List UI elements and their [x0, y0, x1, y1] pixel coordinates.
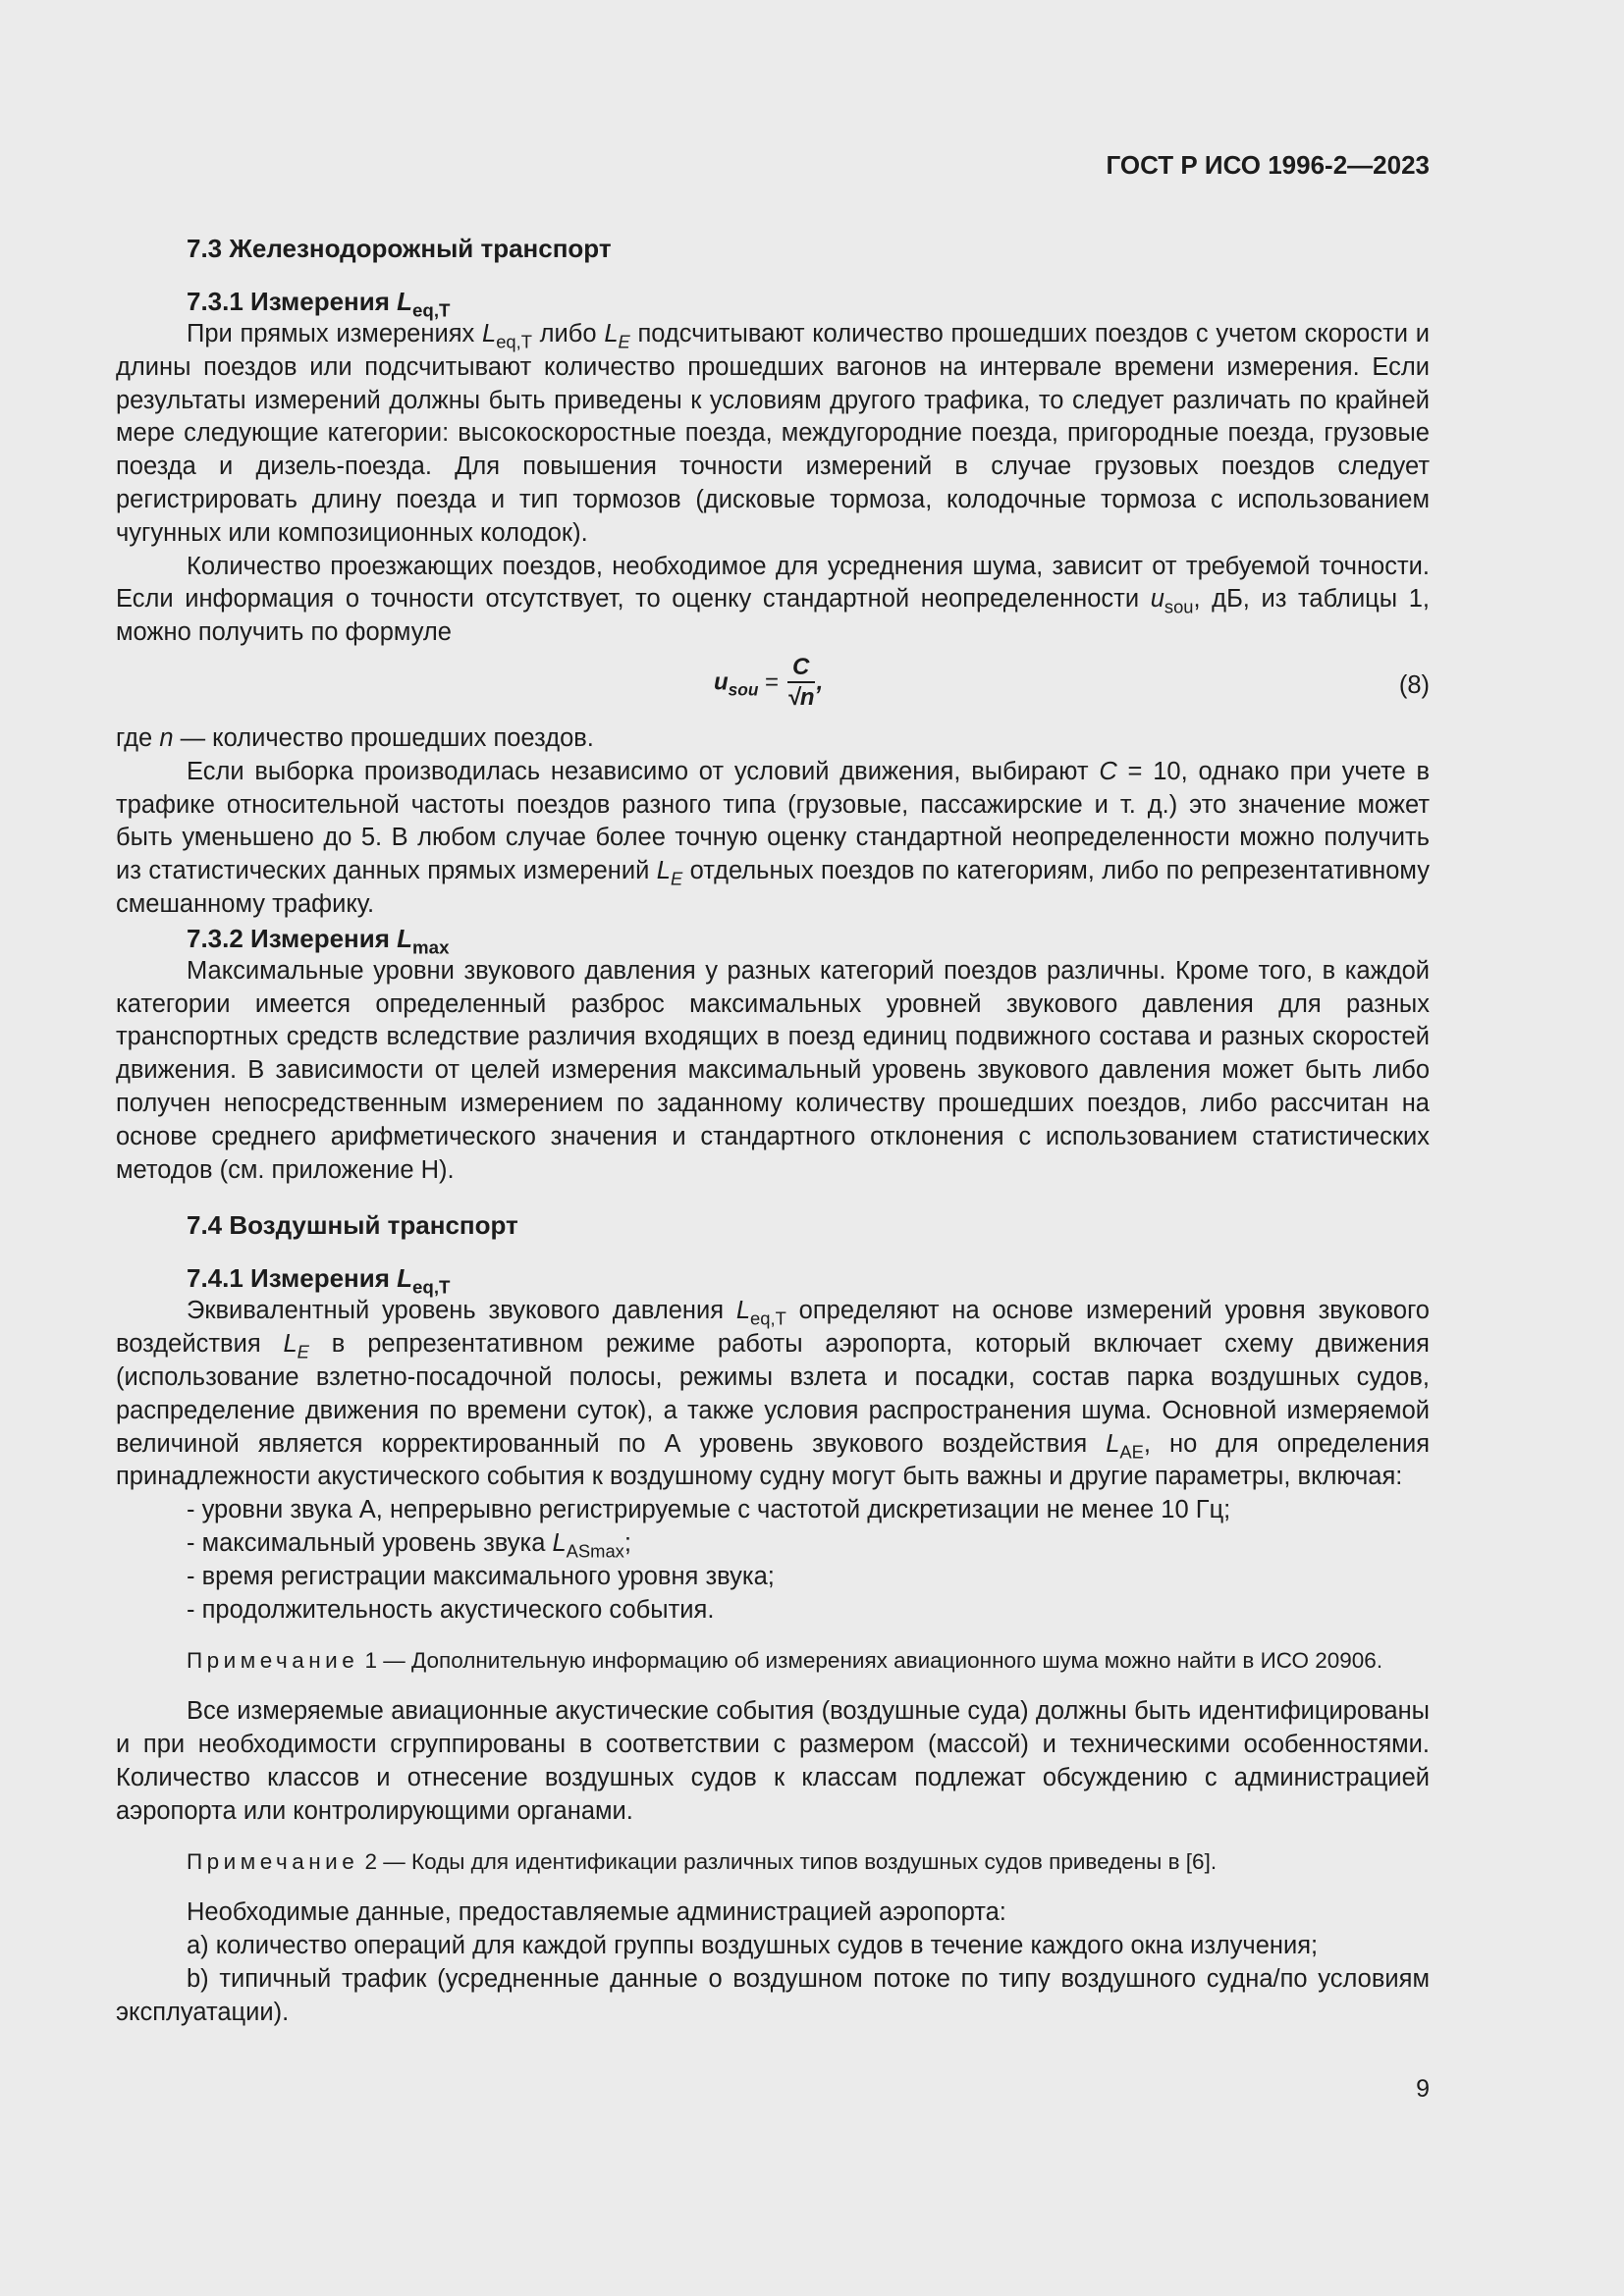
- formula-expression: $u_{sou}$ = $\frac{C}{√n}$ ,: [714, 653, 824, 711]
- note-2: Примечание 2 — Коды для идентификации различных типов воздушных судов приведены в [6].: [187, 1849, 1218, 1875]
- document-id: ГОСТ Р ИСО 1996-2—2023: [1106, 150, 1430, 180]
- formula-number: (8): [1398, 670, 1430, 699]
- list-item: - максимальный уровень звука $L_{ASmax}$;: [187, 1528, 631, 1562]
- paragraph: Максимальные уровни звукового давления у разных категорий поездов различны. Кроме того, в каждой категории имеется определенный разброс максимальных уровней звукового давления для разных транспортных средств вследствие различия входящих в поезд единиц подвижного состава и разных скоростей движения. В зависимости от целей измерения максимальный уровень звукового давления может быть либо получен непосредственным измерением по заданному количеству прошедших поездов, либо рассчитан на основе среднего арифметического значения и стандартного отклонения с использованием статистических методов (см. приложение Н).: [116, 956, 1430, 1184]
- list-item-a: а) количество операций для каждой группы воздушных судов в течение каждого окна излучения;: [187, 1932, 1319, 1960]
- section-7-3-title: 7.3 Железнодорожный транспорт: [187, 234, 612, 263]
- paragraph: Все измеряемые авиационные акустические события (воздушные суда) должны быть идентифицированы и при необходимости сгруппированы в соответствии с размером (массой) и техническими особенностями. Количество классов и отнесение воздушных судов к классам подлежат обсуждению с администрацией аэропорта или контролирующими органами.: [116, 1697, 1430, 1825]
- section-7-3-2-title: 7.3.2 Измерения $L_{max}$: [187, 923, 450, 958]
- list-item: - уровни звука А, непрерывно регистрируемые с частотой дискретизации не менее 10 Гц;: [187, 1496, 1231, 1524]
- page-number: 9: [1416, 2075, 1430, 2103]
- list-item-b: b) типичный трафик (усредненные данные о воздушном потоке по типу воздушного судна/по условиям эксплуатации).: [116, 1965, 1430, 2026]
- page-content: [116, 147, 1430, 2030]
- note-1: Примечание 1 — Дополнительную информацию об измерениях авиационного шума можно найти в ИСО 20906.: [187, 1648, 1383, 1674]
- list-item: - время регистрации максимального уровня звука;: [187, 1562, 775, 1590]
- paragraph: При прямых измерениях $L_{eq,T}$ либо $L_E$ подсчитывают количество прошедших поездов с учетом скорости и длины поездов или подсчитывают количество прошедших вагонов на интервале времени измерения. Если результаты измерений должны быть приведены к условиям другого трафика, то следует различать по крайней мере следующие категории: высокоскоростные поезда, междугородние поезда, пригородные поезда, грузовые поезда и дизель-поезда. Для повышения точности измерений в случае грузовых поездов следует регистрировать длину поезда и тип тормозов (дисковые тормоза, колодочные тормоза с использованием чугунных или композиционных колодок).: [116, 320, 1431, 547]
- paragraph: где n — количество прошедших поездов.: [116, 723, 594, 752]
- paragraph: Необходимые данные, предоставляемые администрацией аэропорта:: [187, 1898, 1006, 1927]
- formula-8: [116, 650, 1430, 722]
- list-item: - продолжительность акустического события.: [187, 1595, 715, 1624]
- paragraph: Если выборка производилась независимо от условий движения, выбирают C = 10, однако при учете в трафике относительной частоты поездов разного типа (грузовые, пассажирские и т. д.) это значение может быть уменьшено до 5. В любом случае более точную оценку стандартной неопределенности можно получить из статистических данных прямых измерений $L_E$ отдельных поездов по категориям, либо по репрезентативному смешанному трафику.: [116, 757, 1430, 918]
- section-7-4-title: 7.4 Воздушный транспорт: [187, 1210, 518, 1241]
- paragraph: Эквивалентный уровень звукового давления $L_{eq,T}$ определяют на основе измерений уровня звукового воздействия $L_E$ в репрезентативном режиме работы аэропорта, который включает схему движения (использование взлетно-посадочной полосы, режимы взлета и посадки, состав парка воздушных судов, распределение движения по времени суток), а также условия распространения шума. Основной измеряемой величиной является корректированный по А уровень звукового воздействия $L_{AE}$, но для определения принадлежности акустического события к воздушному судну могут быть важны и другие параметры, включая:: [116, 1297, 1431, 1491]
- paragraph: Количество проезжающих поездов, необходимое для усреднения шума, зависит от требуемой точности. Если информация о точности отсутствует, то оценку стандартной неопределенности $u_{sou}$, дБ, из таблицы 1, можно получить по формуле: [116, 552, 1430, 647]
- section-7-4-1-title: 7.4.1 Измерения $L_{eq,T}$: [187, 1263, 451, 1298]
- section-7-3-1-title: 7.3.1 Измерения $L_{eq,T}$: [187, 287, 451, 321]
